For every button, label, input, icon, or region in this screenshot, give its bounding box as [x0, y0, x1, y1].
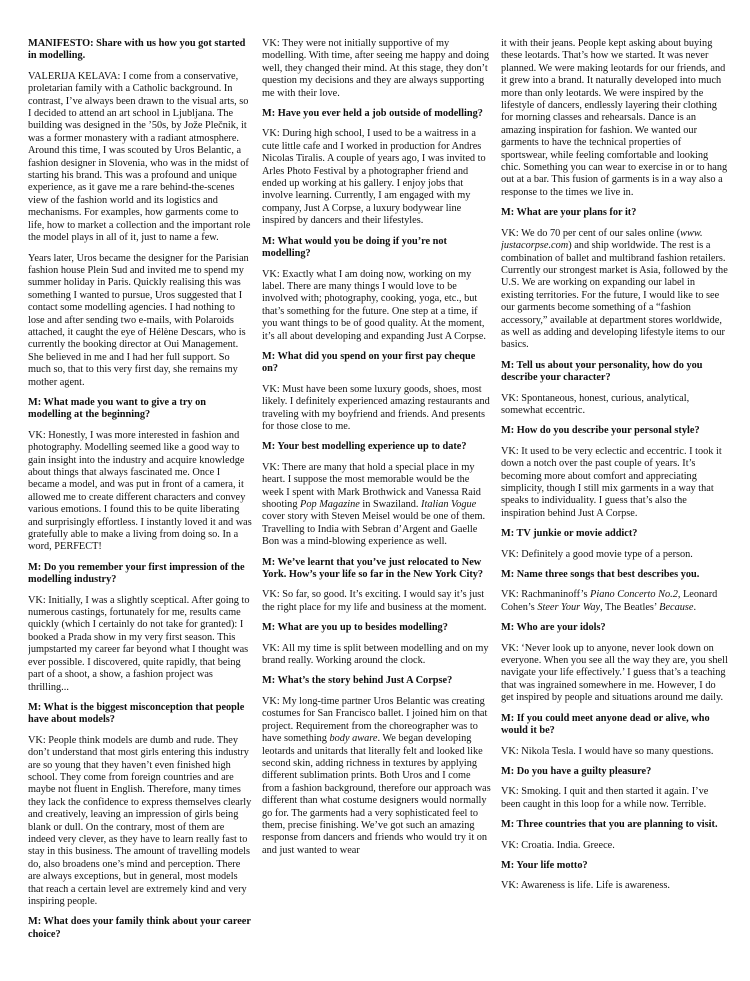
interview-answer: VK: Awareness is life. Life is awareness. — [501, 880, 670, 892]
italic-title: Steer Your Way — [537, 601, 601, 613]
interview-question: M: We’ve learnt that you’ve just relocated to New York. How’s your life so far in the New York City? — [262, 556, 484, 581]
answer-text: VK: There are many that hold a special place in my heart. I suppose the most memorable would be the week I spent with Mark Brothwick and Vanessa Raid shooting — [262, 461, 481, 510]
italic-title: www. justacorpse.com — [501, 227, 703, 252]
interview-question: M: What are your plans for it? — [501, 207, 637, 219]
italic-title: body aware — [329, 733, 378, 745]
interview-answer — [501, 589, 730, 614]
column-1 — [28, 38, 252, 968]
interview-answer: VK: They were not initially supportive of my modelling. With time, after seeing me happy and doing well, they changed their mind. At this stage, they don’t question my decisions and they are always supporting me with their love. — [262, 38, 490, 99]
interview-answer: VK: Must have been some luxury goods, shoes, most likely. I definitely experienced amazing restaurants and traveling with my boyfriend and friends. And presents for those close to me. — [262, 383, 490, 432]
italic-title: Italian Vogue — [421, 499, 477, 510]
interview-question: M: Tell us about your personality, how do you describe your character? — [501, 359, 703, 384]
italic-title: Because — [659, 601, 694, 613]
interview-question: M: Three countries that you are planning to visit. — [501, 819, 718, 831]
answer-text: in Swaziland. — [359, 499, 422, 510]
interview-answer: VK: Smoking. I quit and then started it again. I’ve been caught in this loop for a while now. Terrible. — [501, 786, 709, 810]
interview-answer: VK: It used to be very eclectic and eccentric. I took it down a notch over the past couple of years. It’s becoming more about comfort and appreciating simplicity, though I still mix garments in a way that speaks to individuality. I guess that’s also the inspiration behind Just A Corpse. — [501, 445, 722, 519]
interview-question: M: Your life motto? — [501, 859, 588, 871]
interview-answer: VK: Croatia. India. Greece. — [501, 839, 615, 851]
interview-answer: VK: Nikola Tesla. I would have so many questions. — [501, 745, 714, 757]
interview-question: M: What’s the story behind Just A Corpse? — [262, 675, 453, 687]
interview-answer: VALERIJA KELAVA: I come from a conservative, proletarian family with a Catholic background. In contrast, I’ve always been drawn to the visual arts, so I decided to attend an art school in Ljubljana. The building was designed in the ’50s, by Jože Plečnik, it was a former monastery with a radiant atmosphere. Around this time, I was scouted by Uros Belantic, a fashion designer in Slovenia, who was in the midst of starting his brand. This was a profound and unique experience, as it gave me a rare behind-the-scenes view of the fashion world and its logistics and mechanisms. For examples, how garments come to life, how to market a collection and the important role the model plays in all of it, just to name a few. — [28, 70, 251, 244]
interview-question: M: Do you remember your first impression of the modelling industry? — [28, 561, 245, 586]
answer-text: . We began developing leotards and unitards that literally felt and looked like second skin, adding richness in textures by applying different sublimation prints. Both Uros and I come from a fashion background, therefore our approach was different than what costume designers would normally go for. The garments had a very sophisticated feel to them, precise finishing. We’ve got such an amazing response from dancers and friends who would try it on and just wanted to wear — [262, 733, 491, 856]
interview-answer: VK: All my time is split between modelling and on my brand really. Working around the clock. — [262, 642, 489, 667]
column-3 — [501, 38, 730, 968]
italic-title: Piano Concerto No.2 — [590, 589, 678, 601]
interview-question: M: Have you ever held a job outside of modelling? — [262, 108, 483, 120]
interview-question: M: Do you have a guilty pleasure? — [501, 765, 652, 777]
interview-answer: VK: Exactly what I am doing now, working on my label. There are many things I would love to be involved with; photography, cooking, yoga, etc., but that’s something for the future. One step at a time, if you want things to be of good quality. At the moment, it’s all about developing and expanding Just A Corpse. — [262, 268, 486, 342]
answer-text: cover story with Steven Meisel would be one of them. Travelling to India with Sebran d’Argent and Gaelle Bon was a mind-blowing experience as well. — [262, 511, 486, 548]
interview-answer: VK: Spontaneous, honest, curious, analytical, somewhat eccentric. — [501, 392, 690, 416]
interview-question: M: What is the biggest misconception that people have about models? — [28, 701, 245, 726]
italic-title: Pop Magazine — [300, 499, 360, 510]
column-2 — [262, 38, 491, 968]
interview-answer: VK: So far, so good. It’s exciting. I would say it’s just the right place for my life and business at the moment. — [262, 589, 487, 613]
interview-question: M: How do you describe your personal style? — [501, 425, 700, 437]
answer-text: , Leonard Cohen’s — [501, 589, 718, 613]
interview-question: M: What would you be doing if you’re not modelling? — [262, 235, 447, 260]
answer-text: . — [693, 601, 697, 613]
interview-question: M: Your best modelling experience up to date? — [262, 441, 467, 453]
interview-answer — [501, 228, 730, 352]
interview-question: M: What did you spend on your first pay cheque on? — [262, 350, 476, 375]
interview-question: M: What made you want to give a try on modelling at the beginning? — [28, 396, 206, 421]
interview-answer — [262, 462, 491, 549]
interview-answer: VK: Definitely a good movie type of a person. — [501, 548, 693, 560]
answer-text: , The Beatles’ — [600, 601, 660, 613]
interview-answer: VK: Honestly, I was more interested in fashion and photography. Modelling seemed like a good way to gain insight into the industry and acquire knowledge about things that always fascinated me. Once I became a model, and was put in front of a camera, it allowed me to create different characters and convey various emotions. I found this to be quite liberating and surprisingly effortless. I instantly loved it and was gratefully able to make a living from doing so. In a word, PERFECT! — [28, 429, 252, 553]
interview-answer: it with their jeans. People kept asking about buying these leotards. That’s how we started. It was never planned. We were making leotards for our friends, and it grew into a brand. It naturally developed into much more than only leotards. We were inspired by the lifestyle of dancers, endlessly layering their clothing for morning classes and rehearsals. Dance is an amazing inspiration for fashion. We wanted our garments to have the technical properties of sportswear, while feeling comfortable and looking chic. Something you can wear to exercise in or to hang out at a bar. This fusion of garments is in a way also a response to the times we live in. — [501, 38, 728, 198]
answer-text: VK: My long-time partner Uros Belantic was creating costumes for San Francisco ballet. I joined him on that project. Requirement from the choreographer was to have something — [262, 695, 488, 745]
interview-answer — [262, 696, 491, 857]
interview-answer: VK: During high school, I used to be a waitress in a cute little cafe and I worked in production for Andres Nicolas Tiralis. A couple of years ago, I was invited to Arles Photo Festival by a photographer friend and ended up working at his gallery. I enjoy jobs that involve learning. Currently, I am engaged with my company, Just A Corpse, a luxury bodywear line inspired by dancers and their lifestyles. — [262, 128, 486, 227]
interview-question: M: What does your family think about your career choice? — [28, 916, 251, 940]
answer-text: VK: Rachmaninoff’s — [501, 589, 591, 601]
interview-answer: Years later, Uros became the designer for the Parisian fashion house Plein Sud and invited me to spend my summer holiday in Paris. Quickly realising this was something I wanted to pursue, Uros suggested that I contact some modelling agencies. I had nothing to lose and after sending two e-mails, with Polaroids attached, it caught the eye of Hélène Descars, who is currently the booking director at Oui Management. She believed in me and I had her full support. So much so, that to this very first day, she remains my mother agent. — [28, 252, 249, 388]
interview-question: M: TV junkie or movie addict? — [501, 528, 638, 540]
interview-answer: VK: ‘Never look up to anyone, never look down on everyone. When you see all the way they are, you shell navigate your life effectively.’ I guess that’s a teaching that was ingrained somewhere in me. However, I do get inspired by people and situations around me daily. — [501, 642, 728, 704]
interview-page — [28, 38, 730, 968]
interview-question: M: What are you up to besides modelling? — [262, 622, 448, 634]
interview-question: MANIFESTO: Share with us how you got started in modelling. — [28, 38, 246, 62]
answer-text: ) and ship worldwide. The rest is a combination of ballet and multibrand fashion retailers. Currently our strongest market is Asia, followed by the U.S. We are working on expanding our label in existing territories. For the future, I would like to see our garments become something of a “fashion accessory,” available at department stores worldwide, as well as adding and developing lifestyle items to our basics. — [501, 240, 728, 351]
interview-question: M: Name three songs that best describes you. — [501, 569, 700, 581]
interview-answer: VK: People think models are dumb and rude. They don’t understand that most girls entering this industry are so young that they haven’t even finished high school. They come from foreign countries and are maybe not fluent in English. Therefore, many times they lack the confidence to express themselves clearly and creatively, leaving an impression of girls being blank or dull. On the contrary, most of them are indeed very clever, as they have to learn really fast to stay in this business. The amount of travelling models do, also broadens one’s mind and perception. There are always exceptions, but in general, most models that reach a certain level are extremely kind and very inspiring people. — [28, 734, 252, 907]
answer-text: VK: We do 70 per cent of our sales online ( — [501, 227, 681, 239]
interview-answer: VK: Initially, I was a slightly sceptical. After going to numerous castings, fortunately for me, results came quickly (which I certainly do not take for granted): I booked a Prada show in my very first season. This jumpstarted my career far beyond what I thought was ever possible. I discovered, quite rapidly, that being part of a shoot, a show, a fashion project was thrilling... — [28, 594, 250, 693]
interview-question: M: If you could meet anyone dead or alive, who would it be? — [501, 712, 710, 737]
interview-question: M: Who are your idols? — [501, 622, 606, 634]
